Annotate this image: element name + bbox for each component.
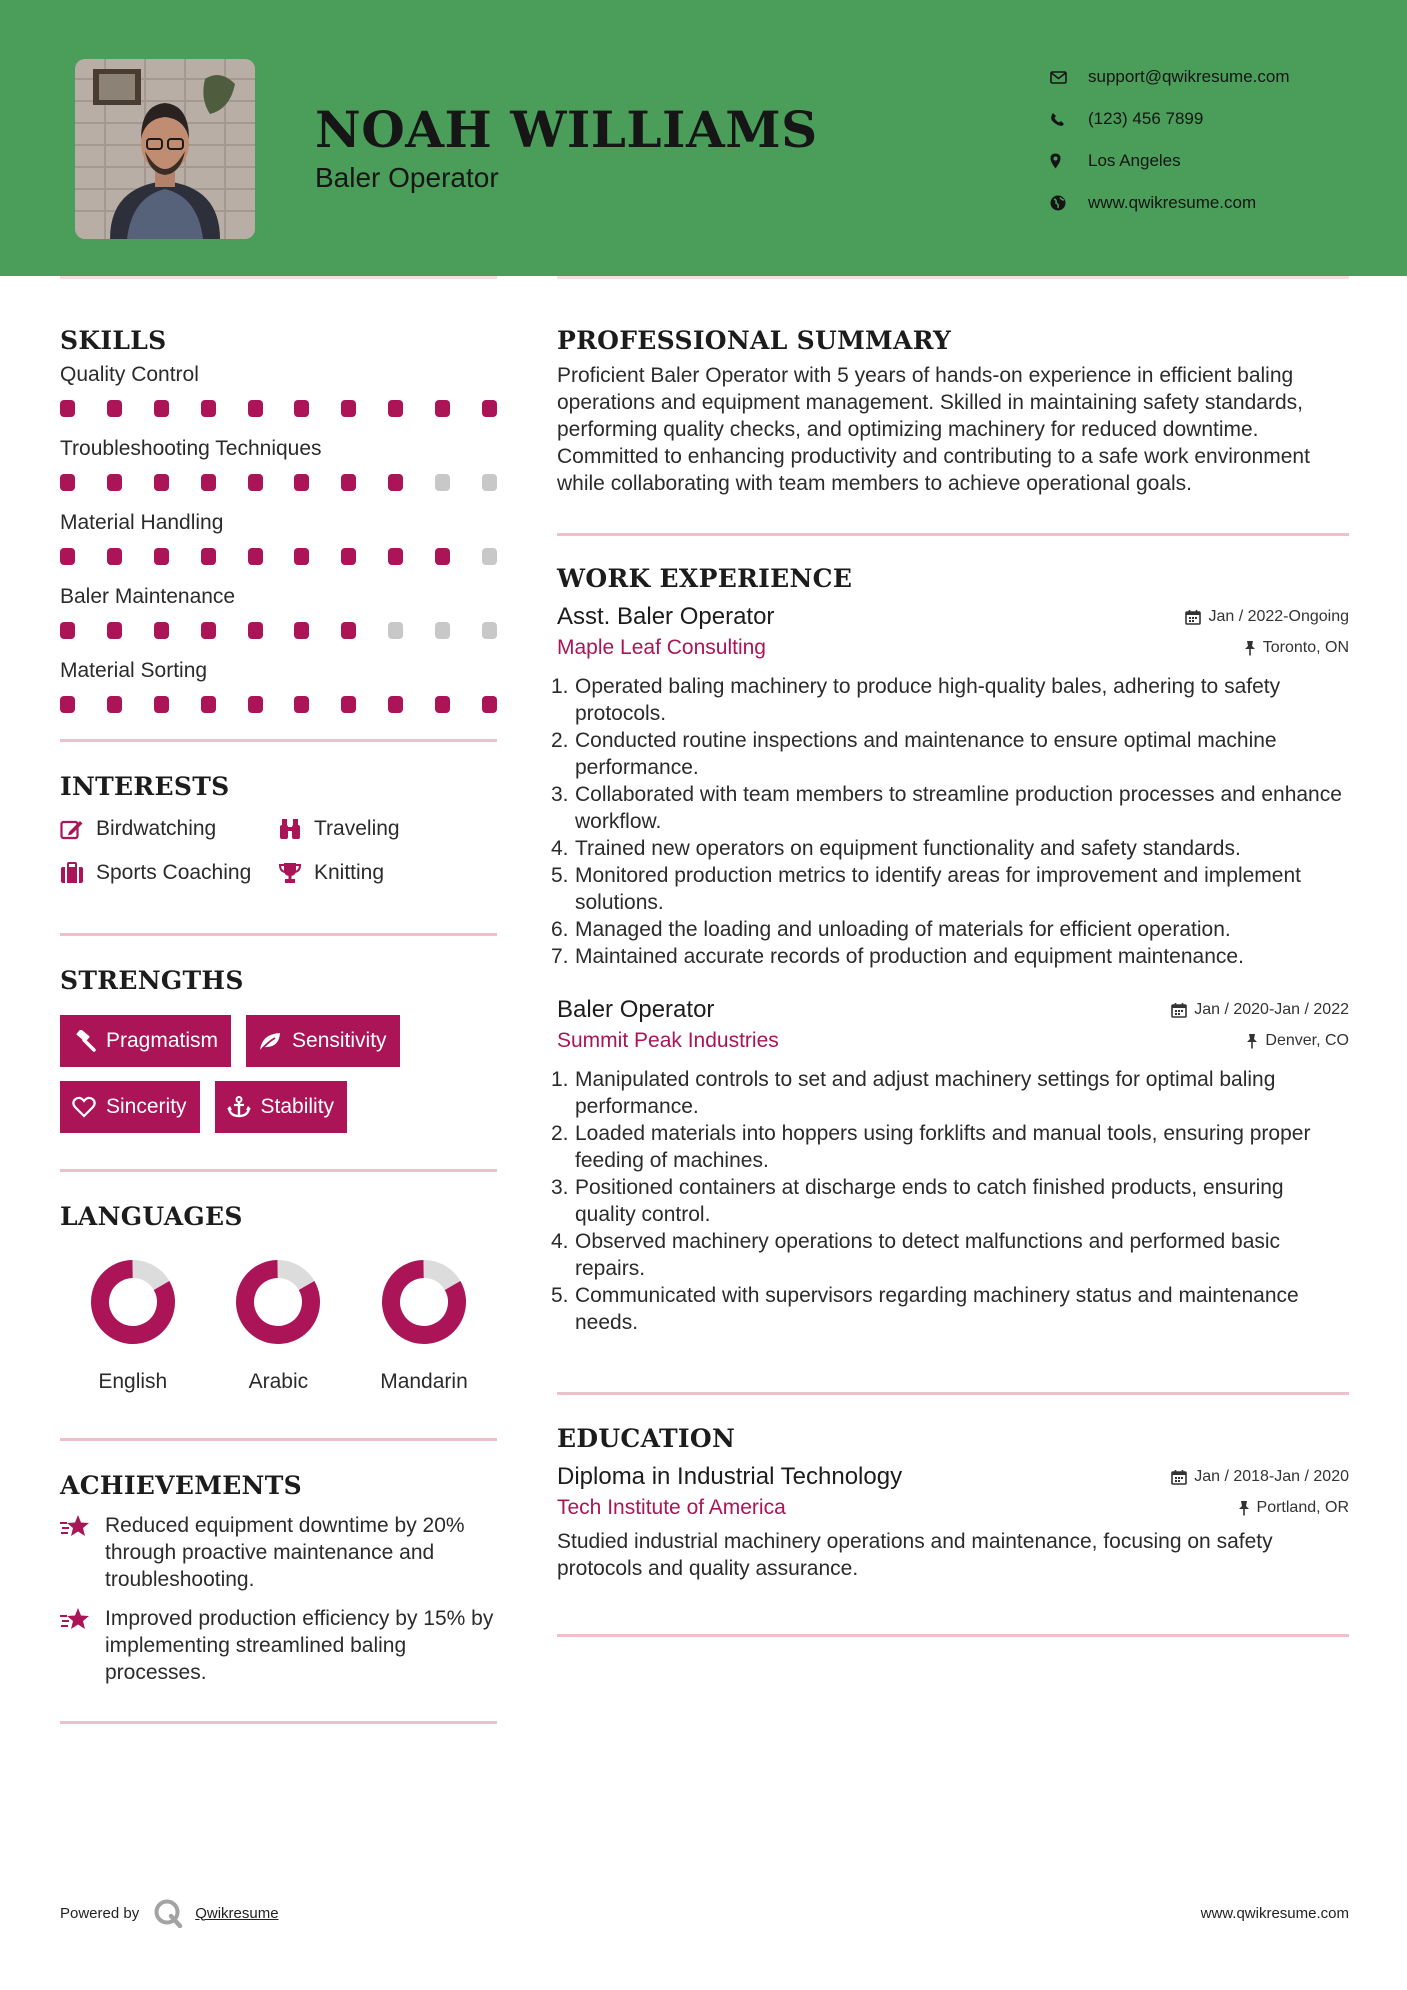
rating-dot-filled (294, 474, 309, 491)
rating-dot-filled (201, 548, 216, 565)
rating-dot-filled (107, 622, 122, 639)
interest-item (60, 814, 278, 844)
education-date (1171, 1468, 1349, 1486)
rating-dot-filled (60, 696, 75, 713)
rating-dot-empty (435, 622, 450, 639)
language-proficiency-ring (89, 1258, 177, 1346)
language-proficiency-ring (234, 1258, 322, 1346)
contact-location (1050, 140, 1370, 182)
phone-icon (1050, 109, 1088, 129)
language-item (206, 1258, 352, 1394)
achievements-heading: ACHIEVEMENTS (60, 1471, 302, 1500)
job-duty: 7. Maintained accurate records of production and equipment maintenance. (551, 945, 1244, 968)
profile-photo (75, 59, 255, 239)
experience-heading: WORK EXPERIENCE (557, 564, 853, 593)
star-icon (60, 1512, 105, 1593)
job-location-text: Toronto, ON (1262, 639, 1349, 656)
skill-item (60, 656, 497, 730)
rating-dot-filled (154, 474, 169, 491)
job-duty: 6. Managed the loading and unloading of materials for efficient operation. (551, 918, 1231, 941)
globe-icon (1050, 193, 1088, 213)
pushpin-icon (1244, 640, 1256, 656)
rating-dot-filled (388, 400, 403, 417)
skill-rating (60, 390, 497, 434)
rating-dot-filled (341, 696, 356, 713)
achievements-list (60, 1512, 497, 1686)
interests-heading: INTERESTS (60, 772, 230, 801)
calendar-icon (1171, 1002, 1187, 1018)
rating-dot-filled (201, 622, 216, 639)
left-column (60, 276, 497, 1724)
job-title: Baler Operator (557, 996, 715, 1023)
skill-item (60, 434, 497, 508)
divider (60, 1169, 497, 1172)
map-marker-icon (1050, 151, 1088, 171)
rating-dot-filled (435, 696, 450, 713)
divider (60, 933, 497, 936)
interest-label: Traveling (314, 817, 400, 840)
divider (60, 1438, 497, 1441)
skills-heading: SKILLS (60, 326, 167, 355)
rating-dot-filled (60, 400, 75, 417)
divider (60, 739, 497, 742)
education-location-text: Portland, OR (1256, 1499, 1349, 1516)
rating-dot-empty (388, 622, 403, 639)
job-entry (551, 996, 1349, 1336)
rating-dot-filled (294, 696, 309, 713)
candidate-title: Baler Operator (315, 162, 499, 193)
contact-list (1050, 56, 1370, 224)
school-name: Tech Institute of America (557, 1496, 786, 1519)
rating-dot-filled (248, 400, 263, 417)
job-duty: 2. Conducted routine inspections and maintenance to ensure optimal machine performance. (551, 729, 1277, 779)
job-duties (551, 1066, 1349, 1336)
language-name: English (98, 1370, 168, 1393)
strengths-heading: STRENGTHS (60, 966, 244, 995)
rating-dot-empty (482, 474, 497, 491)
rating-dot-filled (435, 400, 450, 417)
pushpin-icon (1238, 1500, 1250, 1516)
rating-dot-filled (107, 400, 122, 417)
skill-item (60, 582, 497, 656)
rating-dot-filled (294, 622, 309, 639)
skill-rating (60, 686, 497, 730)
rating-dot-filled (60, 474, 75, 491)
divider (557, 276, 1349, 279)
job-duty: 4. Observed machinery operations to detect malfunctions and performed basic repairs. (551, 1230, 1281, 1280)
interest-label: Birdwatching (96, 817, 217, 840)
rating-dot-filled (154, 548, 169, 565)
rating-dot-filled (154, 696, 169, 713)
language-item (351, 1258, 497, 1394)
languages-heading: LANGUAGES (60, 1202, 243, 1231)
degree-name: Diploma in Industrial Technology (557, 1463, 903, 1490)
rating-dot-filled (107, 696, 122, 713)
language-name: Arabic (248, 1370, 309, 1393)
right-column (551, 276, 1349, 1637)
company-name: Summit Peak Industries (557, 1029, 779, 1052)
job-duty: 1. Operated baling machinery to produce high-quality bales, adhering to safety protocols. (551, 675, 1281, 725)
job-duty: 5. Monitored production metrics to identify areas for improvement and implement solutions. (551, 864, 1301, 914)
job-header (557, 996, 1349, 1024)
rating-dot-filled (341, 548, 356, 565)
rating-dot-filled (154, 400, 169, 417)
strength-tag (246, 1015, 400, 1067)
rating-dot-filled (341, 474, 356, 491)
education-header (557, 1463, 1349, 1491)
skill-item (60, 508, 497, 582)
languages-list (60, 1258, 497, 1394)
strength-tag (215, 1081, 348, 1133)
trophy-icon (278, 858, 314, 888)
job-date (1171, 1001, 1349, 1019)
rating-dot-filled (107, 474, 122, 491)
achievement-item (60, 1605, 497, 1686)
skill-rating (60, 464, 497, 508)
rating-dot-filled (482, 696, 497, 713)
divider (60, 276, 497, 279)
education-description: Studied industrial machinery operations and maintenance, focusing on safety protocols and quality assurance. (557, 1530, 1273, 1580)
rating-dot-filled (388, 474, 403, 491)
rating-dot-empty (482, 622, 497, 639)
company-name: Maple Leaf Consulting (557, 636, 766, 659)
contact-phone-text: (123) 456 7899 (1088, 109, 1204, 128)
rating-dot-filled (201, 696, 216, 713)
binoculars-icon (278, 814, 314, 844)
skills-list (60, 360, 497, 730)
contact-email-text: support@qwikresume.com (1088, 67, 1290, 86)
rating-dot-filled (294, 548, 309, 565)
calendar-icon (1171, 1469, 1187, 1485)
contact-website[interactable] (1050, 182, 1370, 224)
skill-name: Material Sorting (60, 659, 208, 682)
skill-rating (60, 538, 497, 582)
suitcase-icon (60, 858, 96, 888)
rating-dot-filled (248, 548, 263, 565)
education-location (1238, 1499, 1349, 1517)
job-duty: 5. Communicated with supervisors regarding machinery status and maintenance needs. (551, 1284, 1299, 1334)
interest-item (60, 858, 278, 888)
pencil-square-icon (60, 814, 96, 844)
achievement-text: Improved production efficiency by 15% by implementing streamlined baling processes. (105, 1607, 494, 1684)
rating-dot-filled (154, 622, 169, 639)
contact-website-text: www.qwikresume.com (1088, 193, 1257, 212)
rating-dot-filled (201, 474, 216, 491)
rating-dot-filled (248, 622, 263, 639)
job-location (1246, 1032, 1349, 1050)
strength-label: Pragmatism (106, 1029, 219, 1052)
anchor-icon (227, 1095, 253, 1119)
calendar-icon (1185, 609, 1201, 625)
language-proficiency-ring (380, 1258, 468, 1346)
skill-rating (60, 612, 497, 656)
skill-item (60, 360, 497, 434)
job-date (1185, 608, 1349, 626)
education-heading: EDUCATION (557, 1424, 736, 1453)
job-header (557, 603, 1349, 631)
rating-dot-filled (482, 400, 497, 417)
contact-email[interactable] (1050, 56, 1370, 98)
rating-dot-filled (388, 548, 403, 565)
job-date-text: Jan / 2020-Jan / 2022 (1194, 1001, 1349, 1018)
rating-dot-filled (341, 622, 356, 639)
contact-location-text: Los Angeles (1088, 151, 1181, 170)
job-entry (551, 603, 1349, 970)
divider (557, 1392, 1349, 1395)
pushpin-icon (1246, 1033, 1258, 1049)
qwikresume-logo-icon (153, 1898, 183, 1928)
job-location-text: Denver, CO (1265, 1032, 1349, 1049)
summary-text: Proficient Baler Operator with 5 years of hands-on experience in efficient baling operations and equipment management. Skilled in maintaining safety standards, performing quality checks, and optimizing machinery for reduced downtime. Committed to enhancing productivity and contributing to a safe work environment while collaborating with team members to achieve operational goals. (557, 364, 1310, 495)
job-location (1244, 639, 1349, 657)
rating-dot-filled (201, 400, 216, 417)
leaf-icon (258, 1029, 284, 1053)
skill-name: Baler Maintenance (60, 585, 236, 608)
strength-label: Sincerity (106, 1095, 187, 1118)
divider (557, 1634, 1349, 1637)
job-subheader (557, 1029, 1349, 1053)
heart-icon (72, 1095, 98, 1119)
education-entry (557, 1463, 1349, 1582)
skill-name: Material Handling (60, 511, 224, 534)
strength-tag (60, 1081, 200, 1133)
rating-dot-filled (294, 400, 309, 417)
job-duty: 1. Manipulated controls to set and adjust machinery settings for optimal baling performance. (551, 1068, 1276, 1118)
rating-dot-filled (107, 548, 122, 565)
gavel-icon (72, 1029, 98, 1053)
rating-dot-filled (60, 622, 75, 639)
footer-powered-by (60, 1898, 279, 1928)
interest-label: Sports Coaching (96, 861, 252, 884)
powered-by-text: Powered by (60, 1904, 140, 1922)
language-name: Mandarin (380, 1370, 468, 1393)
strength-tag (60, 1015, 231, 1067)
strength-label: Stability (260, 1095, 335, 1118)
interests-list (60, 814, 497, 888)
envelope-icon (1050, 67, 1088, 87)
job-title: Asst. Baler Operator (557, 603, 775, 630)
interest-label: Knitting (314, 861, 385, 884)
strengths-list (60, 1015, 497, 1133)
rating-dot-filled (248, 474, 263, 491)
footer-website[interactable]: www.qwikresume.com (1200, 1905, 1349, 1922)
job-subheader (557, 636, 1349, 660)
achievement-text: Reduced equipment downtime by 20% through proactive maintenance and troubleshooting. (105, 1514, 465, 1591)
interest-item (278, 858, 497, 888)
star-icon (60, 1605, 105, 1686)
candidate-name: NOAH WILLIAMS (315, 100, 818, 159)
strength-label: Sensitivity (292, 1029, 387, 1052)
skill-name: Troubleshooting Techniques (60, 437, 322, 460)
divider (557, 533, 1349, 536)
job-duties (551, 673, 1349, 970)
job-duty: 3. Positioned containers at discharge ends to catch finished products, ensuring quality control. (551, 1176, 1284, 1226)
contact-phone[interactable] (1050, 98, 1370, 140)
qwikresume-link[interactable]: Qwikresume (195, 1904, 279, 1922)
job-duty: 3. Collaborated with team members to streamline production processes and enhance workflow. (551, 783, 1342, 833)
job-duty: 2. Loaded materials into hoppers using forklifts and manual tools, ensuring proper feeding of machines. (551, 1122, 1311, 1172)
language-item (60, 1258, 206, 1394)
divider (60, 1721, 497, 1724)
achievement-item (60, 1512, 497, 1593)
rating-dot-filled (341, 400, 356, 417)
rating-dot-empty (435, 474, 450, 491)
rating-dot-filled (60, 548, 75, 565)
resume-header (0, 0, 1407, 276)
job-date-text: Jan / 2022-Ongoing (1208, 608, 1349, 625)
rating-dot-filled (388, 696, 403, 713)
education-subheader (557, 1496, 1349, 1520)
education-date-text: Jan / 2018-Jan / 2020 (1194, 1468, 1349, 1485)
skill-name: Quality Control (60, 363, 199, 386)
summary-heading: PROFESSIONAL SUMMARY (557, 326, 952, 355)
job-duty: 4. Trained new operators on equipment functionality and safety standards. (551, 837, 1241, 860)
rating-dot-filled (435, 548, 450, 565)
rating-dot-filled (248, 696, 263, 713)
interest-item (278, 814, 497, 844)
rating-dot-empty (482, 548, 497, 565)
